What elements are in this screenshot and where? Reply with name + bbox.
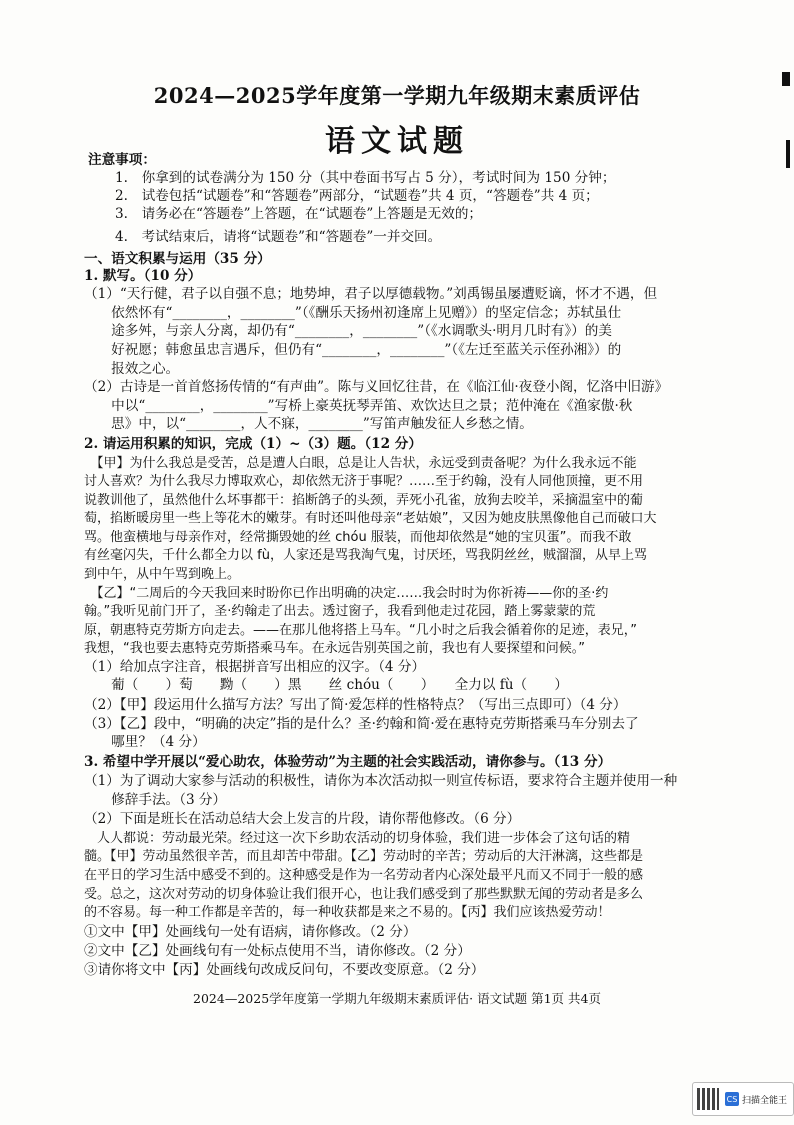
note-item: 1. 你拿到的试卷满分为 150 分（其中卷面书写占 5 分），考试时间为 150 分钟；	[115, 170, 616, 186]
section-heading: 一、语文积累与运用（35 分）	[84, 251, 271, 267]
q2-subquestion: 哪里？（4 分）	[84, 734, 206, 750]
speech-line: 髓。【甲】劳动虽然很辛苦，而且却苦中带甜。【乙】劳动时的辛苦；劳动后的大汗淋漓，这些都是	[84, 849, 644, 864]
exam-title: 2024—2025学年度第一学期九年级期末素质评估	[153, 83, 641, 108]
speech-line: 人人都说：劳动最光荣。经过这一次下乡助农活动的切身体验，我们进一步体会了这句话的精	[84, 831, 631, 846]
q2-subquestion: （2）【甲】段运用什么描写方法？写出了简·爱怎样的性格特点？（写出三点即可）（4 分）	[84, 697, 627, 713]
q2-subquestion: （1）给加点字注音，根据拼音写出相应的汉字。（4 分）	[84, 659, 426, 675]
question-1-title: 1. 默写。（10 分）	[84, 268, 202, 284]
q1-line: （1）“天行健，君子以自强不息；地势坤，君子以厚德载物。”刘禹锡虽屡遭贬谪，怀才不遇，但	[84, 286, 658, 302]
passage-line: 萄，掐断暖房里一些上等花木的嫩芽。有时还叫他母亲“老姑娘”，又因为她皮肤黑像他自己而破口大	[84, 511, 657, 526]
cs-scanner-icon: CS	[725, 1092, 739, 1106]
passage-line: 【甲】为什么我总是受苦，总是遭人白眼，总是让人告状，永远受到责备呢？为什么我永远不能	[84, 456, 637, 471]
passage-line: 【乙】“二周后的今天我回来时盼你已作出明确的决定……我会时时为你祈祷——你的圣·约	[84, 586, 609, 601]
q1-line: 思》中，以“________，人不寐，________”写笛声触发征人乡愁之情。	[84, 416, 533, 432]
passage-line: 骂。他蛮横地与母亲作对，经常撕毁她的丝 chóu 服装，而他却依然是“她的宝贝蛋”。而我不敢	[84, 530, 632, 545]
passage-line: 我想，“我也要去惠特克劳斯搭乘马车。在永远告别英国之前，我也有人要探望和问候。”	[84, 641, 585, 656]
note-item: 4. 考试结束后，请将“试题卷”和“答题卷”一并交回。	[115, 229, 442, 245]
passage-line: 讨人喜欢？为什么我尽力博取欢心，却依然无济于事呢？……至于约翰，没有人同他顶撞，更不用	[84, 474, 644, 489]
qr-code-icon	[697, 1088, 719, 1110]
q1-line: 依然怀有“________，________”（《酬乐天扬州初逢席上见赠》）的坚定信念；苏轼虽仕	[84, 305, 622, 321]
scanner-label: 扫描全能王	[742, 1095, 788, 1106]
passage-line: 原，朝惠特克劳斯方向走去。——在那儿他将搭上马车。“几小时之后我会循着你的足迹，表兄，”	[84, 623, 637, 638]
q1-line: 好祝愿；韩愈虽忠言遇斥，但仍有“________，________”（《左迁至蓝关示侄孙湘》）的	[84, 342, 622, 358]
q2-subquestion: （3）【乙】段中，“明确的决定”指的是什么？圣·约翰和简·爱在惠特克劳斯搭乘马车分别去了	[84, 716, 639, 732]
q3-subquestion: 修辞手法。（3 分）	[84, 792, 227, 808]
q3-subquestion: （1）为了调动大家参与活动的积极性，请你为本次活动拟一则宣传标语，要求符合主题并使用一种	[84, 773, 678, 789]
q3-task: ②文中【乙】处画线句有一处标点使用不当，请你修改。（2 分）	[84, 943, 471, 959]
speech-line: 的不容易。每一种工作都是辛苦的，每一种收获都是来之不易的。【丙】我们应该热爱劳动！	[84, 905, 611, 920]
q1-line: 中以“________，________”写桥上豪英抚琴弄笛、欢饮达旦之景；范仲淹在《渔家傲·秋	[84, 398, 633, 414]
speech-line: 受。总之，这次对劳动的切身体验让我们很开心，也让我们感受到了那些默默无闻的劳动者是多么	[84, 887, 644, 902]
passage-line: 说教训他了，虽然他什么坏事都干：掐断鸽子的头颈，弄死小孔雀，放狗去咬羊，采摘温室中的葡	[84, 493, 644, 508]
speech-line: 在平日的学习生活中感受不到的。这种感受是作为一名劳动者内心深处最平凡而又不同于一般的感	[84, 868, 644, 883]
q3-task: ①文中【甲】处画线句一处有语病，请你修改。（2 分）	[84, 924, 417, 940]
q2-subquestion: 葡（ ）萄 黝（ ）黑 丝 chóu（ ） 全力以 fù（ ）	[84, 677, 568, 693]
note-item: 2. 试卷包括“试题卷”和“答题卷”两部分，“试题卷”共 4 页，“答题卷”共 4 页；	[115, 188, 599, 204]
scan-edge-mark	[786, 140, 790, 168]
q1-line: 报效之心。	[84, 361, 180, 377]
q1-line: （2）古诗是一首首悠扬传情的“有声曲”。陈与义回忆往昔，在《临江仙·夜登小阁，忆洛中旧游》	[84, 379, 669, 395]
q3-subquestion: （2）下面是班长在活动总结大会上发言的片段，请你帮他修改。（6 分）	[84, 811, 521, 827]
question-3-title: 3. 希望中学开展以“爱心助农，体验劳动”为主题的社会实践活动，请你参与。（13 分）	[84, 754, 612, 770]
page-footer: 2024—2025学年度第一学期九年级期末素质评估· 语文试题 第1页 共4页	[193, 991, 601, 1006]
passage-line: 翰。”我听见前门开了，圣·约翰走了出去。透过窗子，我看到他走过花园，踏上雾蒙蒙的荒	[84, 604, 596, 619]
passage-line: 有丝毫闪失，千什么都全力以 fù，人家还是骂我淘气鬼，讨厌坯，骂我阴丝丝，贼溜溜，从早上骂	[84, 548, 647, 563]
passage-line: 到中午，从中午骂到晚上。	[84, 567, 241, 582]
q3-task: ③请你将文中【丙】处画线句改成反问句，不要改变原意。（2 分）	[84, 962, 485, 978]
note-item: 3. 请务必在“答题卷”上答题，在“试题卷”上答题是无效的；	[115, 206, 483, 222]
q1-line: 途多舛，与亲人分离，却仍有“________，________”（《水调歌头·明月几时有》）的美	[84, 323, 612, 339]
exam-subject: 语文试题	[325, 124, 469, 159]
question-2-title: 2. 请运用积累的知识，完成（1）~（3）题。（12 分）	[84, 436, 422, 452]
scanner-badge	[692, 1082, 794, 1116]
notes-heading: 注意事项：	[88, 152, 156, 168]
scan-edge-mark	[782, 72, 790, 86]
